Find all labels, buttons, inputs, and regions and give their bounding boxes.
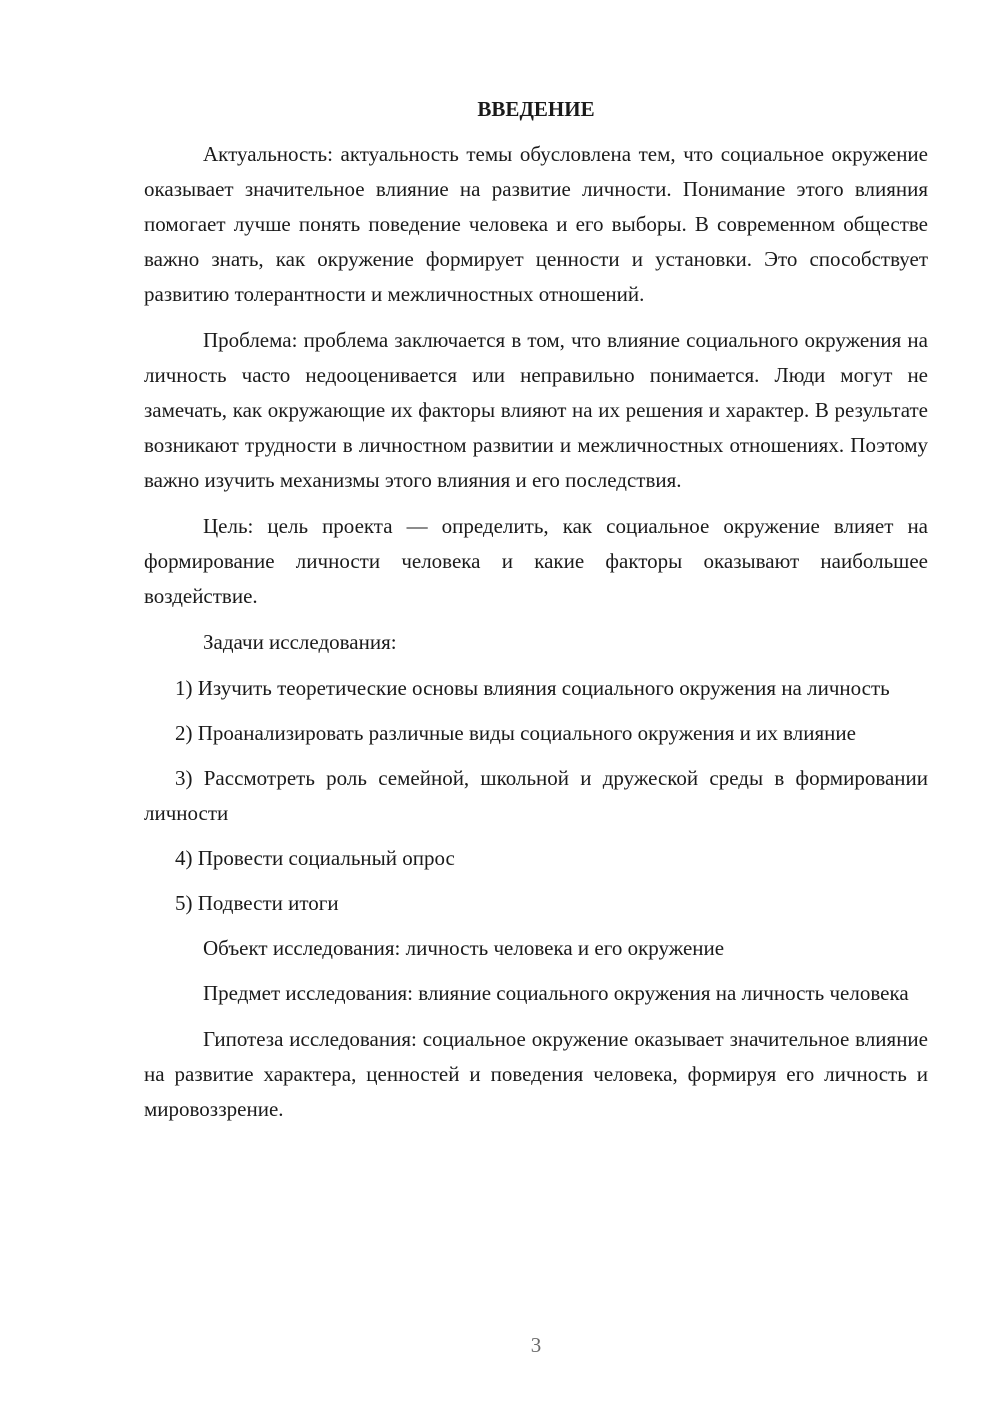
object-paragraph: Объект исследования: личность человека и его окружение: [203, 936, 725, 960]
tasks-heading: Задачи исследования:: [203, 630, 397, 654]
problem-paragraph: Проблема: проблема заключается в том, что влияние социального окружения на личность часто недооценивается или неправильно понимается. Люди могут не замечать, как окружающие их факторы влияют на их решения и характер. В результате возникают трудности в личностном развитии и межличностных отношениях. Поэтому важно изучить механизмы этого влияния и его последствия.: [144, 328, 928, 492]
task-item-3: 3) Рассмотреть роль семейной, школьной и дружеской среды в формировании личности: [144, 766, 928, 825]
page-content: [144, 92, 928, 1138]
relevance-paragraph: Актуальность: актуальность темы обусловлена тем, что социальное окружение оказывает значительное влияние на развитие личности. Понимание этого влияния помогает лучше понять поведение человека и его выборы. В современном обществе важно знать, как окружение формирует ценности и установки. Это способствует развитию толерантности и межличностных отношений.: [144, 142, 928, 306]
task-item-1: 1) Изучить теоретические основы влияния социального окружения на личность: [175, 676, 890, 700]
task-item-5: 5) Подвести итоги: [175, 891, 339, 915]
goal-paragraph: Цель: цель проекта — определить, как социальное окружение влияет на формирование личности человека и какие факторы оказывают наибольшее воздействие.: [144, 514, 928, 608]
task-item-4: 4) Провести социальный опрос: [175, 846, 455, 870]
hypothesis-paragraph: Гипотеза исследования: социальное окружение оказывает значительное влияние на развитие характера, ценностей и поведения человека, формируя его личность и мировоззрение.: [144, 1027, 928, 1121]
page-title: ВВЕДЕНИЕ: [477, 97, 595, 121]
subject-paragraph: Предмет исследования: влияние социального окружения на личность человека: [203, 981, 909, 1005]
page-number: 3: [530, 1333, 542, 1357]
task-item-2: 2) Проанализировать различные виды социального окружения и их влияние: [175, 721, 856, 745]
